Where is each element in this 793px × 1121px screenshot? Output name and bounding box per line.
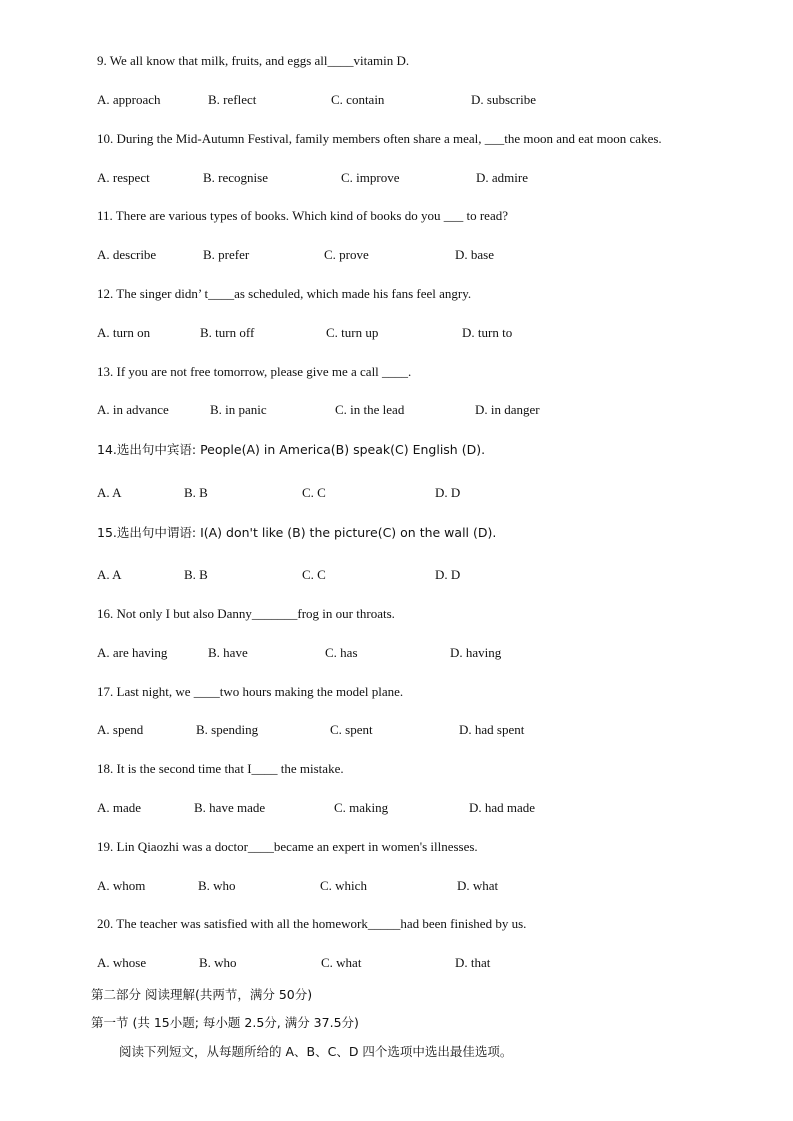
option-c: C. has <box>325 645 358 660</box>
option-d: D. turn to <box>462 325 513 340</box>
option-d: D. that <box>455 955 491 970</box>
question-stem: 15.选出句中谓语: I(A) don't like (B) the picture(C) on the wall (D). <box>97 525 497 540</box>
option-d: D. in danger <box>475 402 540 417</box>
question-stem: 10. During the Mid-Autumn Festival, family members often share a meal, ___the moon and eat moon cakes. <box>97 131 662 146</box>
option-b: B. who <box>198 878 236 893</box>
option-d: D. D <box>435 567 461 582</box>
option-b: B. recognise <box>203 170 268 185</box>
option-b: B. who <box>199 955 237 970</box>
option-c: C. C <box>302 567 326 582</box>
option-d: D. having <box>450 645 502 660</box>
option-c: C. improve <box>341 170 400 185</box>
option-b: B. spending <box>196 722 259 737</box>
option-a: A. in advance <box>97 402 169 417</box>
question-stem: 9. We all know that milk, fruits, and eggs all____vitamin D. <box>97 53 410 68</box>
option-a: A. spend <box>97 722 144 737</box>
option-b: B. prefer <box>203 247 250 262</box>
option-b: B. turn off <box>200 325 255 340</box>
option-d: D. had made <box>469 800 536 815</box>
question-stem: 17. Last night, we ____two hours making the model plane. <box>97 684 404 699</box>
option-c: C. making <box>334 800 389 815</box>
option-c: C. spent <box>330 722 373 737</box>
option-b: B. B <box>184 567 208 582</box>
option-d: D. admire <box>476 170 528 185</box>
instruction-text: 阅读下列短文，从每题所给的 A、B、C、D 四个选项中选出最佳选项。 <box>119 1044 513 1059</box>
question-stem: 20. The teacher was satisfied with all the homework_____had been finished by us. <box>97 916 527 931</box>
option-a: A. respect <box>97 170 150 185</box>
option-c: C. turn up <box>326 325 379 340</box>
option-b: B. B <box>184 485 208 500</box>
option-c: C. prove <box>324 247 369 262</box>
question-stem: 18. It is the second time that I____ the mistake. <box>97 761 344 776</box>
section-title: 第二部分 阅读理解(共两节，满分 50分) <box>91 987 313 1002</box>
question-stem: 12. The singer didn’ t____as scheduled, which made his fans feel angry. <box>97 286 472 301</box>
option-c: C. C <box>302 485 326 500</box>
option-a: A. describe <box>97 247 157 262</box>
option-a: A. whom <box>97 878 146 893</box>
subsection-title: 第一节 (共 15小题; 每小题 2.5分, 满分 37.5分) <box>91 1015 359 1030</box>
option-a: A. A <box>97 567 122 582</box>
option-a: A. are having <box>97 645 168 660</box>
question-stem: 19. Lin Qiaozhi was a doctor____became an expert in women's illnesses. <box>97 839 478 854</box>
option-d: D. D <box>435 485 461 500</box>
question-stem: 11. There are various types of books. Which kind of books do you ___ to read? <box>97 208 508 223</box>
option-a: A. whose <box>97 955 147 970</box>
question-stem: 13. If you are not free tomorrow, please give me a call ____. <box>97 364 412 379</box>
option-c: C. what <box>321 955 362 970</box>
option-d: D. had spent <box>459 722 525 737</box>
option-c: C. in the lead <box>335 402 405 417</box>
option-b: B. have <box>208 645 248 660</box>
option-a: A. turn on <box>97 325 151 340</box>
option-b: B. in panic <box>210 402 267 417</box>
option-b: B. reflect <box>208 92 257 107</box>
question-stem: 16. Not only I but also Danny_______frog in our throats. <box>97 606 395 621</box>
option-a: A. made <box>97 800 142 815</box>
option-d: D. subscribe <box>471 92 536 107</box>
option-c: C. contain <box>331 92 385 107</box>
option-a: A. approach <box>97 92 161 107</box>
option-a: A. A <box>97 485 122 500</box>
option-b: B. have made <box>194 800 266 815</box>
option-d: D. what <box>457 878 499 893</box>
option-d: D. base <box>455 247 494 262</box>
option-c: C. which <box>320 878 367 893</box>
question-stem: 14.选出句中宾语: People(A) in America(B) speak(C) English (D). <box>97 442 486 457</box>
